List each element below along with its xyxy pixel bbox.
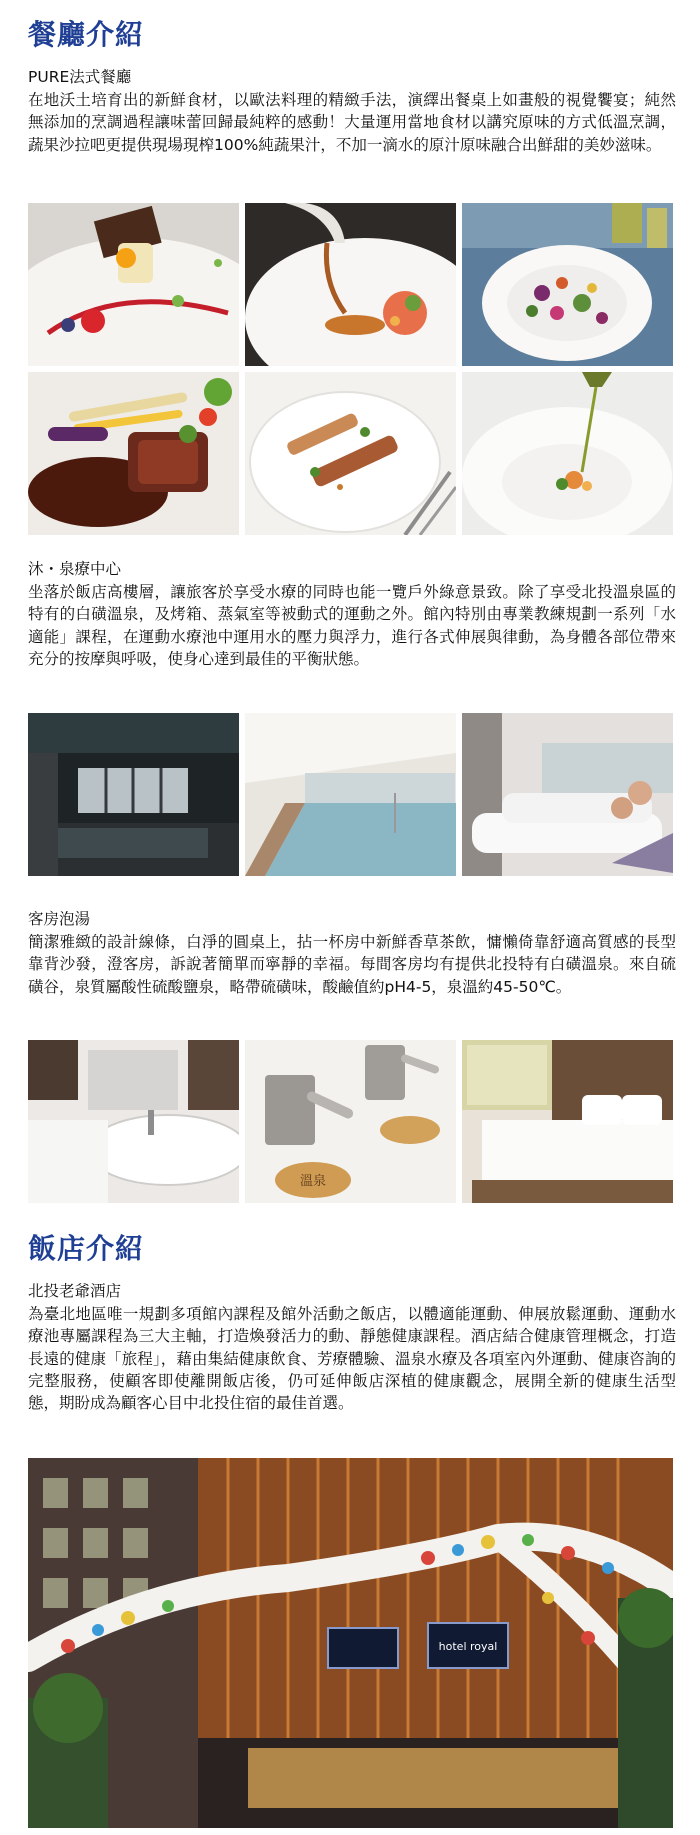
guest-room-bed-photo bbox=[462, 1040, 673, 1203]
steak-plate-photo bbox=[28, 372, 239, 535]
dessert-plate-photo bbox=[28, 203, 239, 366]
rooms-description: 簡潔雅緻的設計線條，白淨的圓桌上，拈一杯房中新鮮香草茶飲，慵懶倚靠舒適高質感的長型靠背沙發，澄客房，訴說著簡單而寧靜的幸福。每間客房均有提供北投特有白磺溫泉。來自硫磺谷，泉質屬酸性硫酸鹽泉，略帶硫磺味，酸鹼值約pH4-5，泉溫約45-50℃。 bbox=[28, 933, 676, 996]
hotel-section-title: 飯店介紹 bbox=[28, 1232, 145, 1265]
oil-drizzle-photo bbox=[462, 372, 673, 535]
fish-plate-photo bbox=[245, 372, 456, 535]
hotel-sign-label: hotel royal bbox=[438, 1640, 498, 1653]
hotel-subtitle: 北投老爺酒店 bbox=[28, 1282, 122, 1300]
restaurant-section-title: 餐廳介紹 bbox=[28, 18, 145, 51]
spa-lounge-photo bbox=[462, 713, 673, 876]
hot-spring-tap-photo bbox=[245, 1040, 456, 1203]
flower-salad-photo bbox=[462, 203, 673, 366]
spa-description: 坐落於飯店高樓層，讓旅客於享受水療的同時也能一覽戶外綠意景致。除了享受北投溫泉區的特有的白磺溫泉，及烤箱、蒸氣室等被動式的運動之外。館內特別由專業教練規劃一系列「水適能」課程，在運動水療池中運用水的壓力與浮力，進行各式伸展與律動，為身體各部位帶來充分的按摩與呼吸，使身心達到最佳的平衡狀態。 bbox=[28, 583, 676, 668]
hotel-exterior-photo bbox=[28, 1458, 673, 1828]
rooms-subtitle: 客房泡湯 bbox=[28, 910, 91, 928]
spa-subtitle: 沐・泉療中心 bbox=[28, 560, 122, 578]
room-bathtub-photo bbox=[28, 1040, 239, 1203]
coaster-label: 溫泉 bbox=[299, 1174, 327, 1189]
sauce-pouring-photo bbox=[245, 203, 456, 366]
restaurant-description: 在地沃土培育出的新鮮食材，以歐法料理的精緻手法，演繹出餐桌上如畫般的視覺饗宴；純然無添加的烹調過程讓味蕾回歸最純粹的感動！大量運用當地食材以講究原味的方式低溫烹調，蔬果沙拉吧更提供現場現榨100%純蔬果汁，不加一滴水的原汁原味融合出鮮甜的美妙滋味。 bbox=[28, 91, 676, 154]
spa-bath-photo bbox=[28, 713, 239, 876]
restaurant-subtitle: PURE法式餐廳 bbox=[28, 68, 132, 86]
hotel-description: 為臺北地區唯一規劃多項館內課程及館外活動之飯店，以體適能運動、伸展放鬆運動、運動水療池專屬課程為三大主軸，打造煥發活力的動、靜態健康課程。酒店結合健康管理概念，打造長遠的健康「旅程」，藉由集結健康飲食、芳療體驗、溫泉水療及各項室內外運動、健康咨詢的完整服務，使顧客即使離開飯店後，仍可延伸飯店深植的健康觀念，展開全新的健康生活型態，期盼成為顧客心目中北投住宿的最佳首選。 bbox=[28, 1305, 676, 1413]
hydrotherapy-pool-photo bbox=[245, 713, 456, 876]
